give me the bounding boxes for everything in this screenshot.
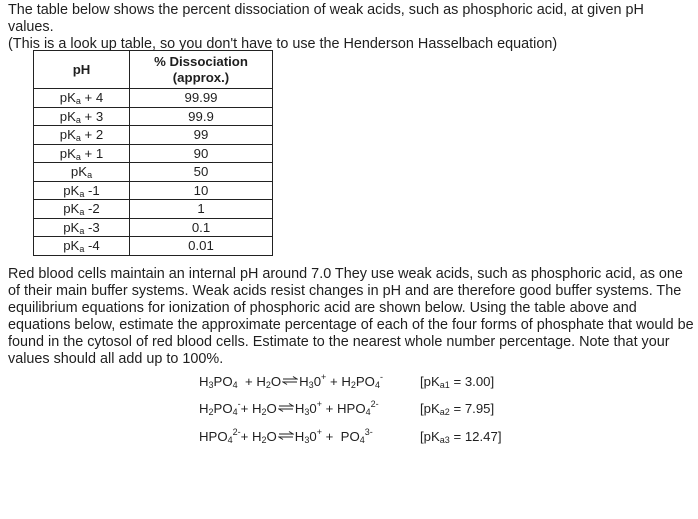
header-ph: pH — [34, 51, 130, 89]
ph-cell: $pK_a + 1$ — [34, 144, 130, 163]
table-header-row — [34, 51, 273, 89]
header-dissociation-line1: % Dissociation — [154, 53, 248, 69]
table-row — [34, 126, 273, 145]
dissociation-cell: 99 — [130, 126, 273, 145]
equation-2: $H_2PO_4^-+ H_2O$ $H_30^+ + HPO_4^{2-}$ — [199, 399, 379, 417]
dissociation-cell: 99.9 — [130, 107, 273, 126]
instructions-paragraph: Red blood cells maintain an internal pH around 7.0 They use weak acids, such as phosphoric acid, as one of their main buffer systems. Weak acids resist changes in pH and are therefore good buffer systems. The equilibrium equations for ionization of phosphoric acid are shown below. Using the table above and equations below, estimate the approximate percentage of each of the four forms of phosphate that would be found in the cytosol of red blood cells. Estimate to the nearest whole number percentage. Note that your values should all add up to 100%. — [8, 266, 694, 367]
formula: $H_3PO_4$ — [199, 374, 238, 390]
equation-3: $HPO_4^{2-}+ H_2O$ $H_30^+ + PO_4^{3-}$ — [199, 427, 373, 445]
ph-cell: $pK_a + 2$ — [34, 126, 130, 145]
dissociation-cell: 99.99 — [130, 89, 273, 108]
dissociation-cell: 10 — [130, 181, 273, 200]
dissociation-cell: 0.1 — [130, 218, 273, 237]
intro-line-1: The table below shows the percent dissociation of weak acids, such as phosphoric acid, at given pH values. — [8, 2, 644, 35]
intro-line-2: (This is a look up table, so you don't have to use the Henderson Hasselbach equation) — [8, 36, 558, 52]
dissociation-lookup-table — [33, 50, 273, 256]
table-row — [34, 144, 273, 163]
ph-cell: $pK_a$ -4 — [34, 237, 130, 256]
header-dissociation-line2: (approx.) — [172, 69, 230, 85]
ph-cell: $pK_a$ -2 — [34, 200, 130, 219]
table-row — [34, 200, 273, 219]
table-row — [34, 163, 273, 182]
intro-text — [8, 2, 693, 53]
table-row — [34, 181, 273, 200]
pka-1: $[pK_{a1} = 3.00]$ — [420, 374, 495, 390]
dissociation-cell: 50 — [130, 163, 273, 182]
table-row — [34, 218, 273, 237]
equilibrium-arrow-icon — [278, 431, 294, 440]
table-row — [34, 107, 273, 126]
header-dissociation — [130, 51, 273, 89]
equation-1: $H_3PO_4 + H_2O$ $H_30^+ + H_2PO_4^-$ — [199, 372, 383, 390]
equilibrium-arrow-icon — [278, 403, 294, 412]
ph-cell: $pK_a + 3$ — [34, 107, 130, 126]
dissociation-cell: 0.01 — [130, 237, 273, 256]
dissociation-cell: 1 — [130, 200, 273, 219]
pka-2: $[pK_{a2} = 7.95]$ — [420, 401, 495, 417]
ph-cell: $pK_a$ -1 — [34, 181, 130, 200]
table-row — [34, 237, 273, 256]
dissociation-cell: 90 — [130, 144, 273, 163]
ph-cell: $pK_a$ — [34, 163, 130, 182]
pka-3: $[pK_{a3} = 12.47]$ — [420, 429, 502, 445]
equilibrium-arrow-icon — [282, 376, 298, 385]
ph-cell: $pK_a$ -3 — [34, 218, 130, 237]
table-row — [34, 89, 273, 108]
ph-cell: $pK_a + 4$ — [34, 89, 130, 108]
